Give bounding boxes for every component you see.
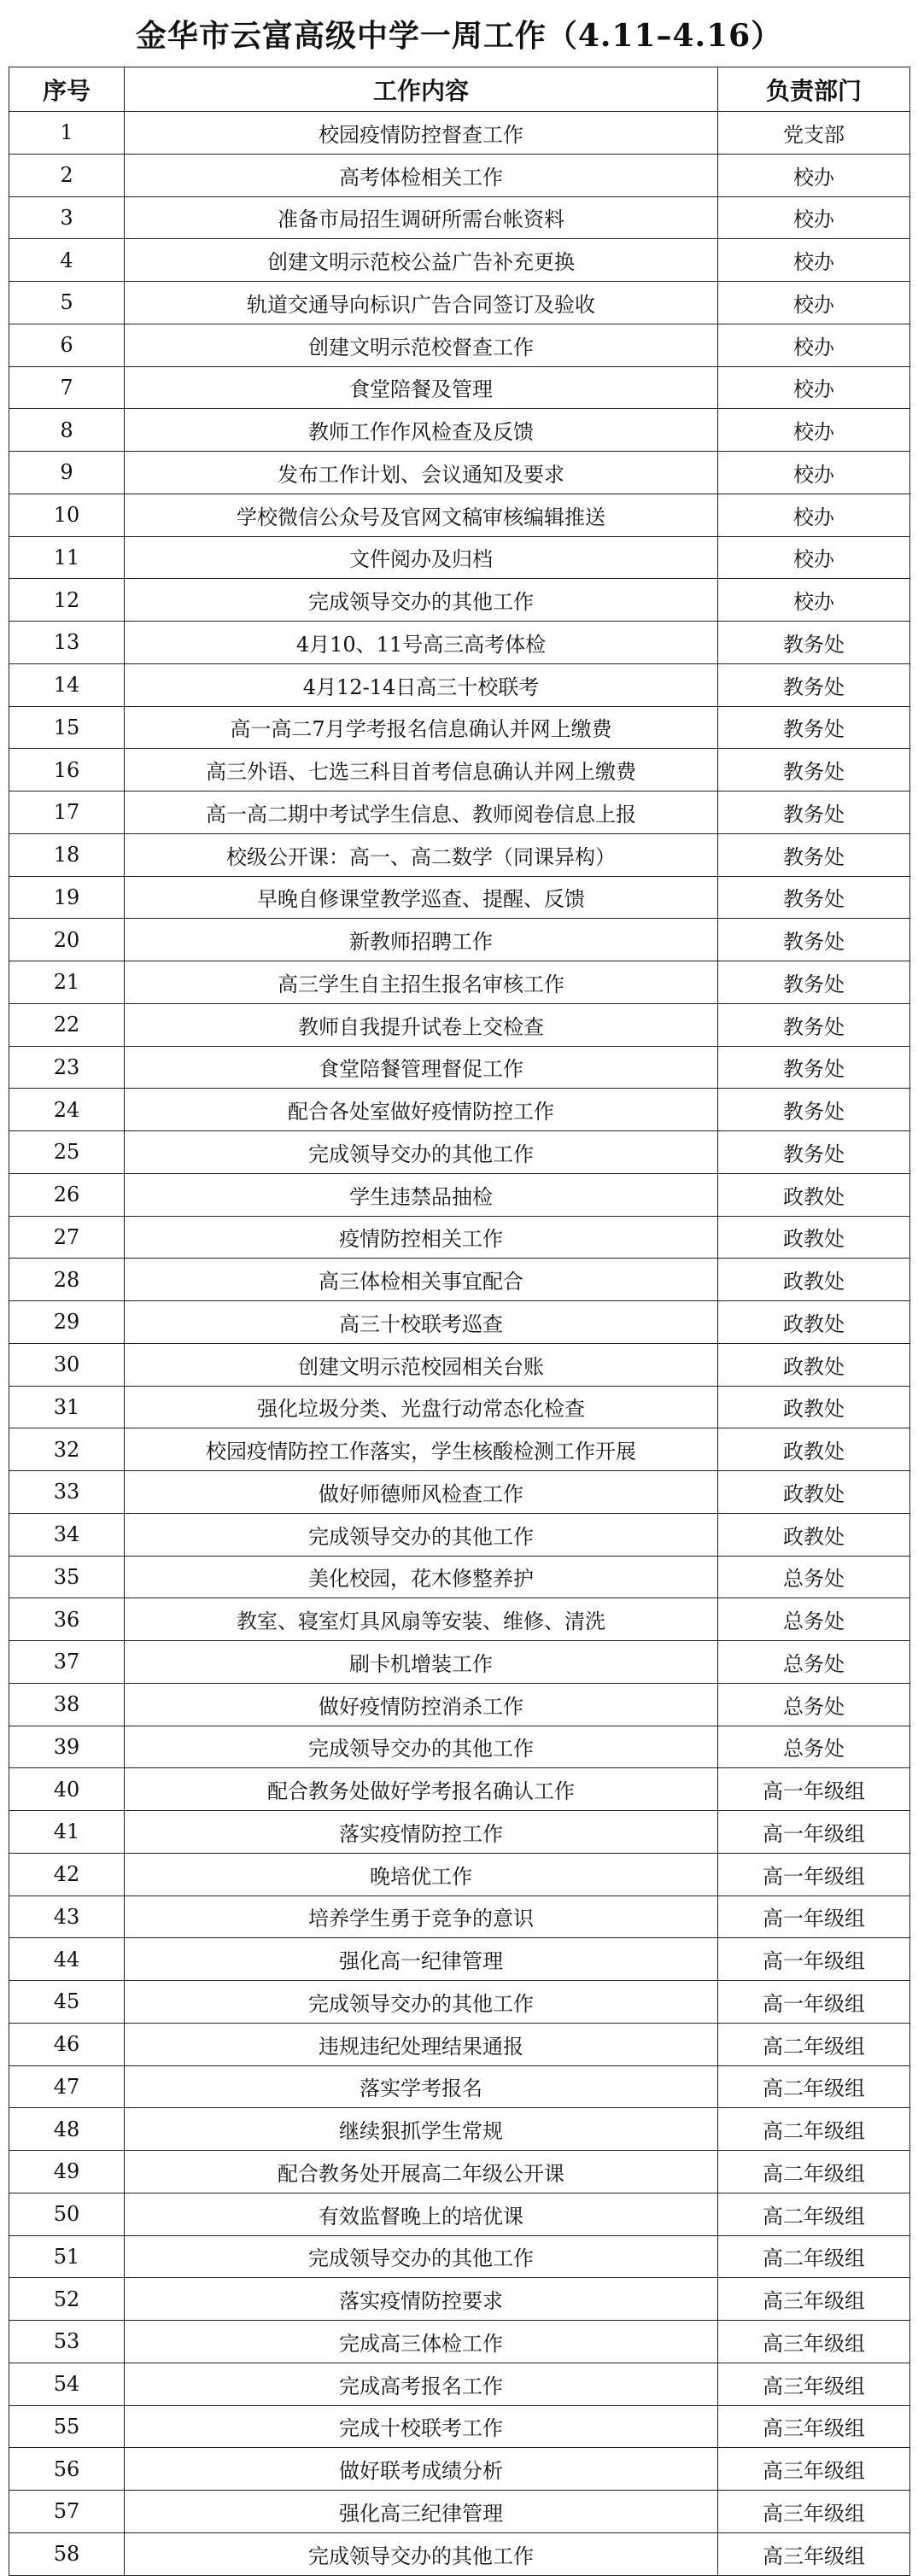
row-number-cell: 3 <box>9 196 125 239</box>
table-row <box>9 112 910 155</box>
row-task-cell: 高三外语、七选三科目首考信息确认并网上缴费 <box>125 749 718 791</box>
table-row <box>9 536 910 579</box>
table-row <box>9 409 910 452</box>
row-department-cell: 高三年级组 <box>718 2448 910 2491</box>
row-department-cell: 党支部 <box>718 112 910 155</box>
table-row <box>9 1981 910 2024</box>
table-row <box>9 2065 910 2108</box>
table-row <box>9 706 910 749</box>
row-number-cell: 48 <box>9 2108 125 2151</box>
row-department-cell: 高三年级组 <box>718 2363 910 2405</box>
row-department-cell: 高三年级组 <box>718 2278 910 2321</box>
row-number-cell: 40 <box>9 1768 125 1811</box>
row-task-cell: 轨道交通导向标识广告合同签订及验收 <box>125 282 718 324</box>
table-row <box>9 1853 910 1895</box>
row-number-cell: 12 <box>9 579 125 622</box>
table-row <box>9 833 910 876</box>
row-number-cell: 53 <box>9 2321 125 2363</box>
row-task-cell: 做好师德师风检查工作 <box>125 1471 718 1514</box>
row-department-cell: 高三年级组 <box>718 2405 910 2448</box>
table-row <box>9 1428 910 1471</box>
row-number-cell: 35 <box>9 1556 125 1598</box>
row-department-cell: 校办 <box>718 282 910 324</box>
row-number-cell: 2 <box>9 154 125 196</box>
row-number-cell: 15 <box>9 706 125 749</box>
table-row <box>9 1556 910 1598</box>
table-row <box>9 1216 910 1259</box>
row-department-cell: 教务处 <box>718 1003 910 1046</box>
row-task-cell: 创建文明示范校督查工作 <box>125 324 718 366</box>
row-task-cell: 完成领导交办的其他工作 <box>125 1131 718 1174</box>
table-row <box>9 324 910 366</box>
row-task-cell: 落实疫情防控要求 <box>125 2278 718 2321</box>
row-department-cell: 校办 <box>718 536 910 579</box>
row-task-cell: 完成十校联考工作 <box>125 2405 718 2448</box>
row-task-cell: 4月12-14日高三十校联考 <box>125 663 718 706</box>
row-number-cell: 6 <box>9 324 125 366</box>
table-row <box>9 1046 910 1089</box>
row-task-cell: 校级公开课：高一、高二数学（同课异构） <box>125 833 718 876</box>
row-department-cell: 高一年级组 <box>718 1768 910 1811</box>
row-task-cell: 做好疫情防控消杀工作 <box>125 1683 718 1726</box>
row-department-cell: 政教处 <box>718 1173 910 1216</box>
table-row <box>9 2532 910 2575</box>
row-number-cell: 50 <box>9 2193 125 2235</box>
row-department-cell: 教务处 <box>718 919 910 961</box>
row-department-cell: 高二年级组 <box>718 2235 910 2278</box>
row-department-cell: 高一年级组 <box>718 1811 910 1854</box>
row-task-cell: 高三学生自主招生报名审核工作 <box>125 961 718 1004</box>
row-task-cell: 完成领导交办的其他工作 <box>125 1726 718 1768</box>
row-department-cell: 政教处 <box>718 1259 910 1301</box>
row-department-cell: 教务处 <box>718 961 910 1004</box>
row-number-cell: 18 <box>9 833 125 876</box>
row-number-cell: 36 <box>9 1598 125 1641</box>
table-row <box>9 282 910 324</box>
row-task-cell: 配合教务处做好学考报名确认工作 <box>125 1768 718 1811</box>
table-row <box>9 1131 910 1174</box>
row-department-cell: 高二年级组 <box>718 2023 910 2065</box>
row-department-cell: 校办 <box>718 196 910 239</box>
row-department-cell: 教务处 <box>718 622 910 664</box>
row-task-cell: 疫情防控相关工作 <box>125 1216 718 1259</box>
row-task-cell: 完成领导交办的其他工作 <box>125 1981 718 2024</box>
row-department-cell: 校办 <box>718 494 910 536</box>
row-number-cell: 17 <box>9 791 125 834</box>
row-task-cell: 完成领导交办的其他工作 <box>125 579 718 622</box>
row-department-cell: 校办 <box>718 239 910 282</box>
row-department-cell: 高一年级组 <box>718 1938 910 1981</box>
row-department-cell: 教务处 <box>718 1131 910 1174</box>
table-row <box>9 1811 910 1854</box>
table-row <box>9 2235 910 2278</box>
row-department-cell: 教务处 <box>718 833 910 876</box>
row-task-cell: 发布工作计划、会议通知及要求 <box>125 452 718 494</box>
row-number-cell: 42 <box>9 1853 125 1895</box>
row-department-cell: 校办 <box>718 409 910 452</box>
row-department-cell: 高三年级组 <box>718 2491 910 2533</box>
row-task-cell: 做好联考成绩分析 <box>125 2448 718 2491</box>
row-department-cell: 校办 <box>718 366 910 409</box>
row-task-cell: 早晚自修课堂教学巡查、提醒、反馈 <box>125 876 718 919</box>
row-department-cell: 教务处 <box>718 1046 910 1089</box>
table-row <box>9 1683 910 1726</box>
row-task-cell: 有效监督晚上的培优课 <box>125 2193 718 2235</box>
table-row <box>9 1003 910 1046</box>
row-number-cell: 13 <box>9 622 125 664</box>
table-row <box>9 1938 910 1981</box>
row-task-cell: 完成高三体检工作 <box>125 2321 718 2363</box>
table-row <box>9 919 910 961</box>
row-department-cell: 校办 <box>718 579 910 622</box>
row-number-cell: 21 <box>9 961 125 1004</box>
row-department-cell: 高一年级组 <box>718 1895 910 1938</box>
row-number-cell: 55 <box>9 2405 125 2448</box>
row-department-cell: 高一年级组 <box>718 1981 910 2024</box>
row-number-cell: 26 <box>9 1173 125 1216</box>
row-department-cell: 高二年级组 <box>718 2108 910 2151</box>
row-number-cell: 57 <box>9 2491 125 2533</box>
row-number-cell: 10 <box>9 494 125 536</box>
row-number-cell: 14 <box>9 663 125 706</box>
table-row <box>9 1641 910 1684</box>
row-number-cell: 25 <box>9 1131 125 1174</box>
row-department-cell: 政教处 <box>718 1386 910 1428</box>
row-number-cell: 24 <box>9 1089 125 1131</box>
row-department-cell: 高三年级组 <box>718 2321 910 2363</box>
row-department-cell: 校办 <box>718 324 910 366</box>
row-task-cell: 刷卡机增装工作 <box>125 1641 718 1684</box>
row-number-cell: 20 <box>9 919 125 961</box>
row-task-cell: 违规违纪处理结果通报 <box>125 2023 718 2065</box>
table-row <box>9 791 910 834</box>
table-header-row <box>9 67 910 112</box>
table-row <box>9 749 910 791</box>
row-department-cell: 高二年级组 <box>718 2065 910 2108</box>
row-number-cell: 47 <box>9 2065 125 2108</box>
weekly-work-table <box>9 67 910 2576</box>
row-department-cell: 总务处 <box>718 1641 910 1684</box>
table-row <box>9 1598 910 1641</box>
row-task-cell: 准备市局招生调研所需台帐资料 <box>125 196 718 239</box>
row-number-cell: 28 <box>9 1259 125 1301</box>
row-task-cell: 食堂陪餐及管理 <box>125 366 718 409</box>
row-number-cell: 22 <box>9 1003 125 1046</box>
row-task-cell: 完成领导交办的其他工作 <box>125 1513 718 1556</box>
table-row <box>9 2023 910 2065</box>
row-task-cell: 美化校园，花木修整养护 <box>125 1556 718 1598</box>
table-row <box>9 2278 910 2321</box>
row-task-cell: 创建文明示范校公益广告补充更换 <box>125 239 718 282</box>
table-row <box>9 2491 910 2533</box>
row-number-cell: 54 <box>9 2363 125 2405</box>
row-task-cell: 教师自我提升试卷上交检查 <box>125 1003 718 1046</box>
row-number-cell: 44 <box>9 1938 125 1981</box>
row-department-cell: 校办 <box>718 154 910 196</box>
row-number-cell: 4 <box>9 239 125 282</box>
row-number-cell: 51 <box>9 2235 125 2278</box>
row-task-cell: 学生违禁品抽检 <box>125 1173 718 1216</box>
row-number-cell: 23 <box>9 1046 125 1089</box>
row-task-cell: 学校微信公众号及官网文稿审核编辑推送 <box>125 494 718 536</box>
table-row <box>9 579 910 622</box>
row-department-cell: 政教处 <box>718 1343 910 1386</box>
row-department-cell: 政教处 <box>718 1301 910 1344</box>
row-task-cell: 4月10、11号高三高考体检 <box>125 622 718 664</box>
table-row <box>9 239 910 282</box>
row-department-cell: 总务处 <box>718 1598 910 1641</box>
row-department-cell: 政教处 <box>718 1216 910 1259</box>
table-row <box>9 1726 910 1768</box>
row-number-cell: 56 <box>9 2448 125 2491</box>
row-task-cell: 落实学考报名 <box>125 2065 718 2108</box>
table-row <box>9 1343 910 1386</box>
row-task-cell: 强化高一纪律管理 <box>125 1938 718 1981</box>
row-number-cell: 43 <box>9 1895 125 1938</box>
table-row <box>9 452 910 494</box>
row-number-cell: 46 <box>9 2023 125 2065</box>
row-department-cell: 教务处 <box>718 706 910 749</box>
row-task-cell: 强化高三纪律管理 <box>125 2491 718 2533</box>
row-number-cell: 31 <box>9 1386 125 1428</box>
row-department-cell: 总务处 <box>718 1726 910 1768</box>
table-row <box>9 1259 910 1301</box>
row-task-cell: 食堂陪餐管理督促工作 <box>125 1046 718 1089</box>
row-number-cell: 16 <box>9 749 125 791</box>
table-row <box>9 961 910 1004</box>
row-number-cell: 58 <box>9 2532 125 2575</box>
table-row <box>9 494 910 536</box>
table-row <box>9 2405 910 2448</box>
table-row <box>9 366 910 409</box>
table-row <box>9 2151 910 2193</box>
row-task-cell: 完成领导交办的其他工作 <box>125 2235 718 2278</box>
row-department-cell: 教务处 <box>718 1089 910 1131</box>
table-row <box>9 1173 910 1216</box>
row-task-cell: 校园疫情防控工作落实，学生核酸检测工作开展 <box>125 1428 718 1471</box>
table-row <box>9 876 910 919</box>
row-task-cell: 强化垃圾分类、光盘行动常态化检查 <box>125 1386 718 1428</box>
row-number-cell: 45 <box>9 1981 125 2024</box>
row-number-cell: 34 <box>9 1513 125 1556</box>
row-number-cell: 8 <box>9 409 125 452</box>
table-row <box>9 2363 910 2405</box>
row-task-cell: 完成高考报名工作 <box>125 2363 718 2405</box>
row-department-cell: 高三年级组 <box>718 2532 910 2575</box>
table-row <box>9 2448 910 2491</box>
row-department-cell: 总务处 <box>718 1683 910 1726</box>
row-task-cell: 落实疫情防控工作 <box>125 1811 718 1854</box>
row-department-cell: 校办 <box>718 452 910 494</box>
table-row <box>9 2108 910 2151</box>
row-number-cell: 9 <box>9 452 125 494</box>
row-task-cell: 高三十校联考巡查 <box>125 1301 718 1344</box>
table-body <box>9 112 910 2576</box>
row-number-cell: 19 <box>9 876 125 919</box>
row-task-cell: 新教师招聘工作 <box>125 919 718 961</box>
table-row <box>9 2193 910 2235</box>
table-row <box>9 663 910 706</box>
row-number-cell: 49 <box>9 2151 125 2193</box>
column-header-department: 负责部门 <box>718 67 910 112</box>
row-department-cell: 教务处 <box>718 791 910 834</box>
row-task-cell: 高一高二7月学考报名信息确认并网上缴费 <box>125 706 718 749</box>
row-task-cell: 继续狠抓学生常规 <box>125 2108 718 2151</box>
row-task-cell: 创建文明示范校园相关台账 <box>125 1343 718 1386</box>
table-row <box>9 622 910 664</box>
row-task-cell: 高一高二期中考试学生信息、教师阅卷信息上报 <box>125 791 718 834</box>
row-number-cell: 38 <box>9 1683 125 1726</box>
row-number-cell: 30 <box>9 1343 125 1386</box>
row-task-cell: 配合教务处开展高二年级公开课 <box>125 2151 718 2193</box>
table-row <box>9 2321 910 2363</box>
row-department-cell: 教务处 <box>718 663 910 706</box>
column-header-number: 序号 <box>9 67 125 112</box>
row-department-cell: 总务处 <box>718 1556 910 1598</box>
row-department-cell: 教务处 <box>718 876 910 919</box>
row-department-cell: 高一年级组 <box>718 1853 910 1895</box>
table-row <box>9 1895 910 1938</box>
row-number-cell: 32 <box>9 1428 125 1471</box>
row-task-cell: 配合各处室做好疫情防控工作 <box>125 1089 718 1131</box>
row-task-cell: 高考体检相关工作 <box>125 154 718 196</box>
row-number-cell: 11 <box>9 536 125 579</box>
row-task-cell: 教师工作作风检查及反馈 <box>125 409 718 452</box>
table-row <box>9 1471 910 1514</box>
row-number-cell: 29 <box>9 1301 125 1344</box>
row-department-cell: 教务处 <box>718 749 910 791</box>
table-row <box>9 1768 910 1811</box>
table-row <box>9 1089 910 1131</box>
row-task-cell: 文件阅办及归档 <box>125 536 718 579</box>
row-department-cell: 高二年级组 <box>718 2151 910 2193</box>
row-task-cell: 教室、寝室灯具风扇等安装、维修、清洗 <box>125 1598 718 1641</box>
row-task-cell: 校园疫情防控督查工作 <box>125 112 718 155</box>
row-department-cell: 政教处 <box>718 1513 910 1556</box>
row-number-cell: 39 <box>9 1726 125 1768</box>
table-row <box>9 1386 910 1428</box>
row-number-cell: 33 <box>9 1471 125 1514</box>
row-number-cell: 52 <box>9 2278 125 2321</box>
row-task-cell: 完成领导交办的其他工作 <box>125 2532 718 2575</box>
row-number-cell: 5 <box>9 282 125 324</box>
table-row <box>9 1301 910 1344</box>
row-department-cell: 政教处 <box>718 1428 910 1471</box>
row-department-cell: 高二年级组 <box>718 2193 910 2235</box>
table-row <box>9 196 910 239</box>
document-title: 金华市云富高级中学一周工作（4.11–4.16） <box>135 17 783 54</box>
row-number-cell: 37 <box>9 1641 125 1684</box>
row-task-cell: 晚培优工作 <box>125 1853 718 1895</box>
column-header-task: 工作内容 <box>125 67 718 112</box>
row-task-cell: 高三体检相关事宜配合 <box>125 1259 718 1301</box>
table-row <box>9 1513 910 1556</box>
row-number-cell: 1 <box>9 112 125 155</box>
row-department-cell: 政教处 <box>718 1471 910 1514</box>
row-task-cell: 培养学生勇于竞争的意识 <box>125 1895 718 1938</box>
table-row <box>9 154 910 196</box>
row-number-cell: 27 <box>9 1216 125 1259</box>
row-number-cell: 41 <box>9 1811 125 1854</box>
row-number-cell: 7 <box>9 366 125 409</box>
